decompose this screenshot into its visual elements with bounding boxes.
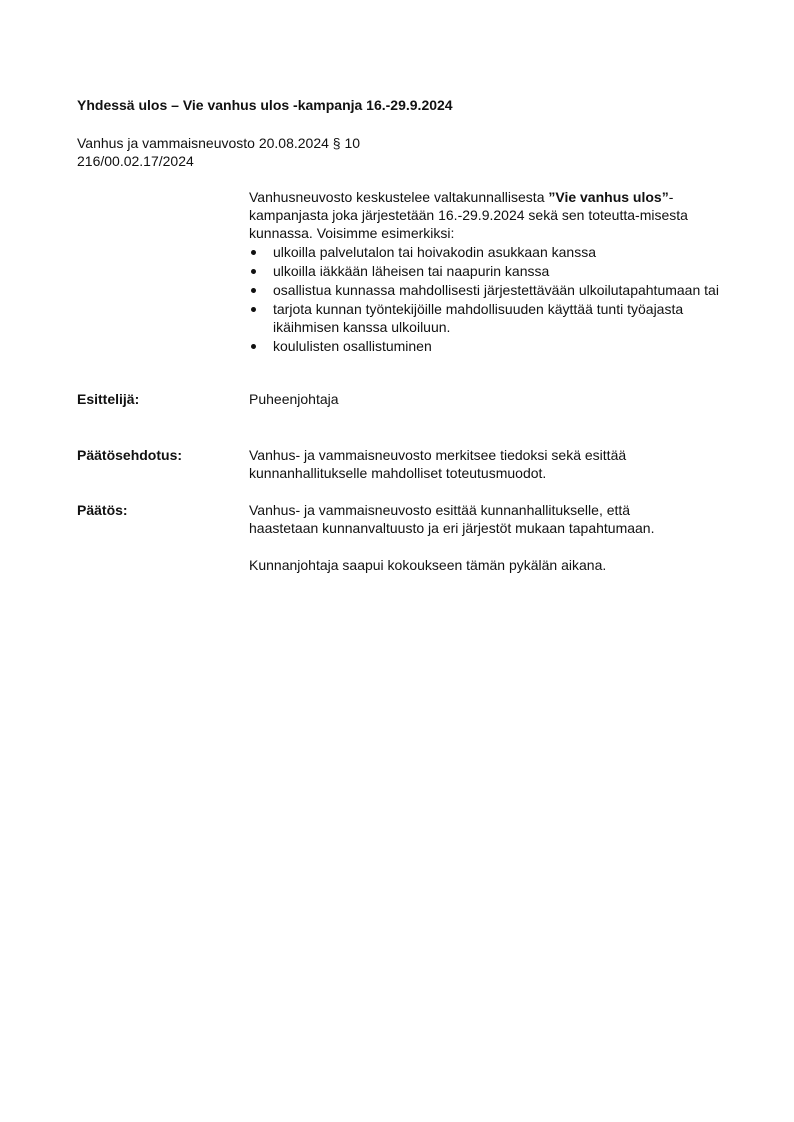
- list-item: [249, 300, 719, 336]
- bullet-icon: [251, 288, 256, 293]
- meeting-reference: Vanhus ja vammaisneuvosto 20.08.2024 § 10: [77, 135, 361, 151]
- list-item-text: koululisten osallistuminen: [273, 338, 432, 354]
- list-item-text: ulkoilla iäkkään läheisen tai naapurin kanssa: [273, 263, 550, 279]
- list-item-text: ulkoilla palvelutalon tai hoivakodin asukkaan kanssa: [273, 244, 596, 260]
- bullet-icon: [251, 269, 256, 274]
- decision-line: Vanhus- ja vammaisneuvosto esittää kunnanhallitukselle, että: [249, 502, 631, 518]
- proposal-line: kunnanhallitukselle mahdolliset toteutusmuodot.: [249, 465, 547, 481]
- example-list: [249, 243, 719, 355]
- decision-label: Päätös:: [77, 502, 128, 518]
- intro-text-end: -kampanjasta joka järjestetään 16.-29.9.2024 sekä sen toteutta-misesta kunnassa. Voisimme esimerkiksi:: [249, 189, 688, 241]
- decision-text: [249, 501, 719, 574]
- bullet-icon: [251, 344, 256, 349]
- intro-text-start: Vanhusneuvosto keskustelee valtakunnallisesta: [249, 189, 549, 205]
- intro-paragraph: [249, 188, 719, 242]
- intro-section: [249, 188, 719, 355]
- presenter-label: Esittelijä:: [77, 391, 140, 407]
- proposal-line: Vanhus- ja vammaisneuvosto merkitsee tiedoksi sekä esittää: [249, 447, 627, 463]
- document-title: Yhdessä ulos – Vie vanhus ulos -kampanja 16.-29.9.2024: [77, 97, 453, 113]
- bullet-icon: [251, 307, 256, 312]
- presenter-value: Puheenjohtaja: [249, 391, 339, 407]
- decision-line: haastetaan kunnanvaltuusto ja eri järjestöt mukaan tapahtumaan.: [249, 520, 655, 536]
- bullet-icon: [251, 250, 256, 255]
- list-item: [249, 243, 719, 261]
- list-item: [249, 337, 719, 355]
- decision-note: Kunnanjohtaja saapui kokoukseen tämän pykälän aikana.: [249, 557, 607, 573]
- proposal-label: Päätösehdotus:: [77, 447, 183, 463]
- meeting-meta: [77, 134, 360, 170]
- proposal-text: [249, 446, 719, 482]
- list-item: [249, 281, 719, 299]
- list-item-text: osallistua kunnassa mahdollisesti järjestettävään ulkoilutapahtumaan tai: [273, 282, 719, 298]
- record-number: 216/00.02.17/2024: [77, 153, 194, 169]
- list-item-text: tarjota kunnan työntekijöille mahdollisuuden käyttää tunti työajasta ikäihmisen kanssa ulkoiluun.: [273, 301, 684, 335]
- campaign-name: ”Vie vanhus ulos”: [548, 189, 669, 205]
- list-item: [249, 262, 719, 280]
